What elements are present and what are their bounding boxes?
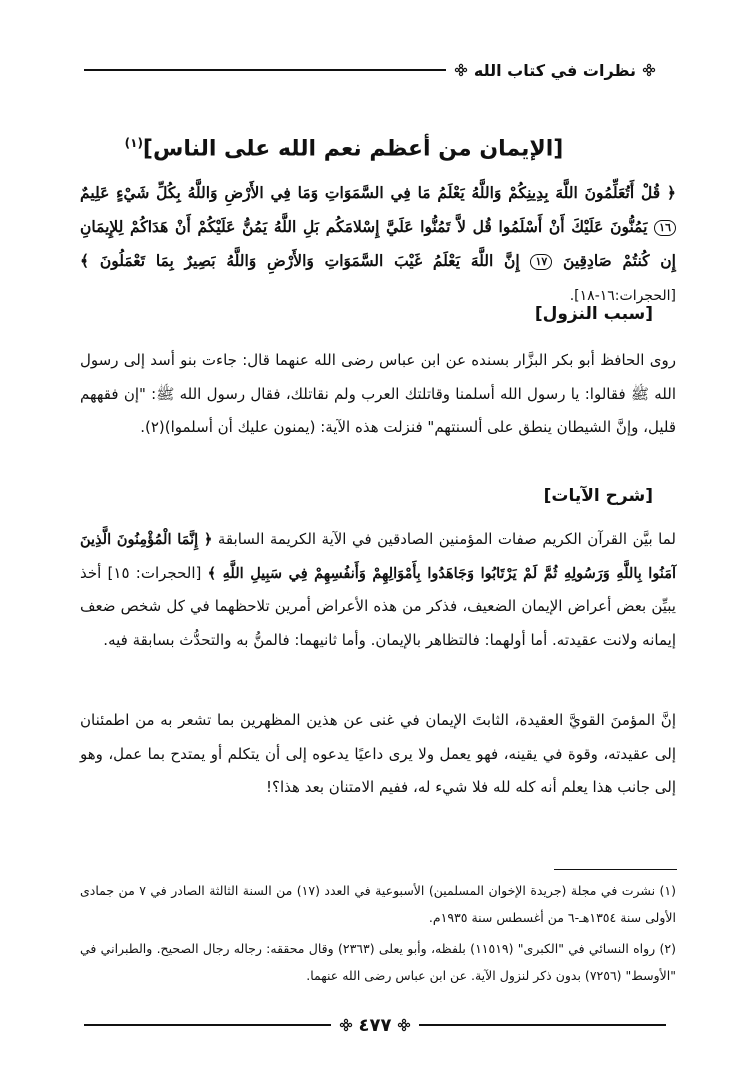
para1-start: لما بيَّن القرآن الكريم صفات المؤمنين الصادقين في الآية الكريمة السابقة [217, 530, 676, 548]
section-title-asbab: [سبب النزول] [534, 304, 653, 324]
section-sharh-para1 [80, 523, 676, 657]
quran-verses [80, 176, 676, 313]
footnote-rule [554, 869, 677, 870]
verse-line-2: يَمُنُّونَ عَلَيْكَ أَنْ أَسْلَمُوا قُل لاَّ تَمُنُّوا عَلَيَّ إِسْلامَكُم بَلِ اللَّهُ يَمُنُّ عَلَيْكُمْ أَنْ هَدَاكُمْ لِلإِيمَانِ إِن [80, 217, 676, 270]
footer-rule-left [84, 1024, 331, 1026]
verse-line-1: ﴿ قُلْ أَتُعَلِّمُونَ اللَّهَ بِدِينِكُمْ وَاللَّهُ يَعْلَمُ مَا فِي السَّمَوَاتِ وَمَا فِي الأَرْضِ وَاللَّهُ بِكُلِّ شَيْءٍ عَلِيمٌ [80, 183, 676, 202]
verse-line-3b: إِنَّ اللَّهَ يَعْلَمُ غَيْبَ السَّمَوَاتِ وَالأَرْضِ وَاللَّهُ بَصِيرٌ بِمَا تَعْمَلُونَ ﴾ [80, 251, 520, 270]
floral-ornament-icon [397, 1018, 411, 1032]
section-sharh-para2: إنَّ المؤمنَ القويَّ العقيدة، الثابتَ الإيمان في غنى عن هذين المظهرين بما تشعر به من اطمئنان إلى عقيدته، وقوة في يقينه، فهو يعمل ولا يرى داعيًا يدعوه إلى أن يتكلم أو يمتدح بما عمل، وهو إلى جانب هذا يعلم أنه كله لله فلا شيء له، ففيم الامتنان بعد هذا؟! [80, 711, 676, 796]
ayah-number-17: ١٧ [530, 254, 552, 270]
header-rule [84, 69, 446, 71]
running-header [84, 58, 664, 82]
para1-quote: ﴿ إِنَّمَا الْمُؤْمِنُونَ الَّذِينَ آمَنُوا بِاللَّهِ وَرَسُولِهِ ثُمَّ لَمْ يَرْتَابُوا وَجَاهَدُوا بِأَمْوَالِهِمْ وَأَنفُسِهِمْ فِي سَبِيلِ اللَّهِ ﴾ [80, 531, 676, 582]
running-title-group [446, 61, 664, 80]
para1-end: [الحجرات: ١٥] أخذ يبيِّن بعض أعراض الإيمان الضعيف، فذكر من هذه الأعراض أمرين تلاحظهما في كل شخص ضعف إيمانه ولانت عقيدته. أما أولهما: فالتظاهر بالإيمان. وأما ثانيهما: فالمنُّ به والتحدُّث بسابقة فيه. [80, 563, 676, 649]
verse-citation: [الحجرات:١٦-١٨]. [569, 288, 676, 304]
page-footer [84, 1013, 666, 1037]
page-number: ٤٧٧ [358, 1014, 392, 1036]
footnote-2: (٢) رواه النسائي في "الكبرى" (١١٥١٩) بلفظه، وأبو يعلى (٢٣٦٣) وقال محققه: رجاله رجال الصحيح. والطبراني في "الأوسط" (٧٢٥٦) بدون ذكر لنزول الآية. عن ابن عباس رضى الله عنهما. [80, 941, 676, 983]
page-title [84, 136, 604, 161]
page-number-group [331, 1015, 420, 1036]
verse-line-3: كُنتُمْ صَادِقِينَ [563, 251, 650, 270]
floral-ornament-icon [642, 63, 656, 77]
page-title-text: [الإيمان من أعظم نعم الله على الناس] [142, 136, 564, 162]
footnote-ref-1: (١) [124, 136, 143, 150]
section-asbab-text: روى الحافظ أبو بكر البزَّار بسنده عن ابن عباس رضى الله عنهما قال: جاءت بنو أسد إلى رسول الله ﷺ فقالوا: يا رسول الله أسلمنا وقاتلتك العرب ولم نقاتلك، فقال رسول الله ﷺ: "إن فقههم قليل، وإنَّ الشيطان ينطق على ألسنتهم" فنزلت هذه الآية: (يمنون عليك أن أسلموا)(٢). [80, 351, 676, 436]
section-title-sharh: [شرح الآيات] [543, 486, 653, 506]
floral-ornament-icon [339, 1018, 353, 1032]
ayah-number-16: ١٦ [654, 220, 676, 236]
running-title: نظرات في كتاب الله [473, 60, 636, 80]
footnote-1: (١) نشرت في مجلة (جريدة الإخوان المسلمين) الأسبوعية في العدد (١٧) من السنة الثالثة الصادر في ٧ من جمادى الأولى سنة ١٣٥٤هـ-٦ من أغسطس سنة ١٩٣٥م. [80, 883, 676, 925]
floral-ornament-icon [454, 63, 468, 77]
footer-rule-right [419, 1024, 666, 1026]
